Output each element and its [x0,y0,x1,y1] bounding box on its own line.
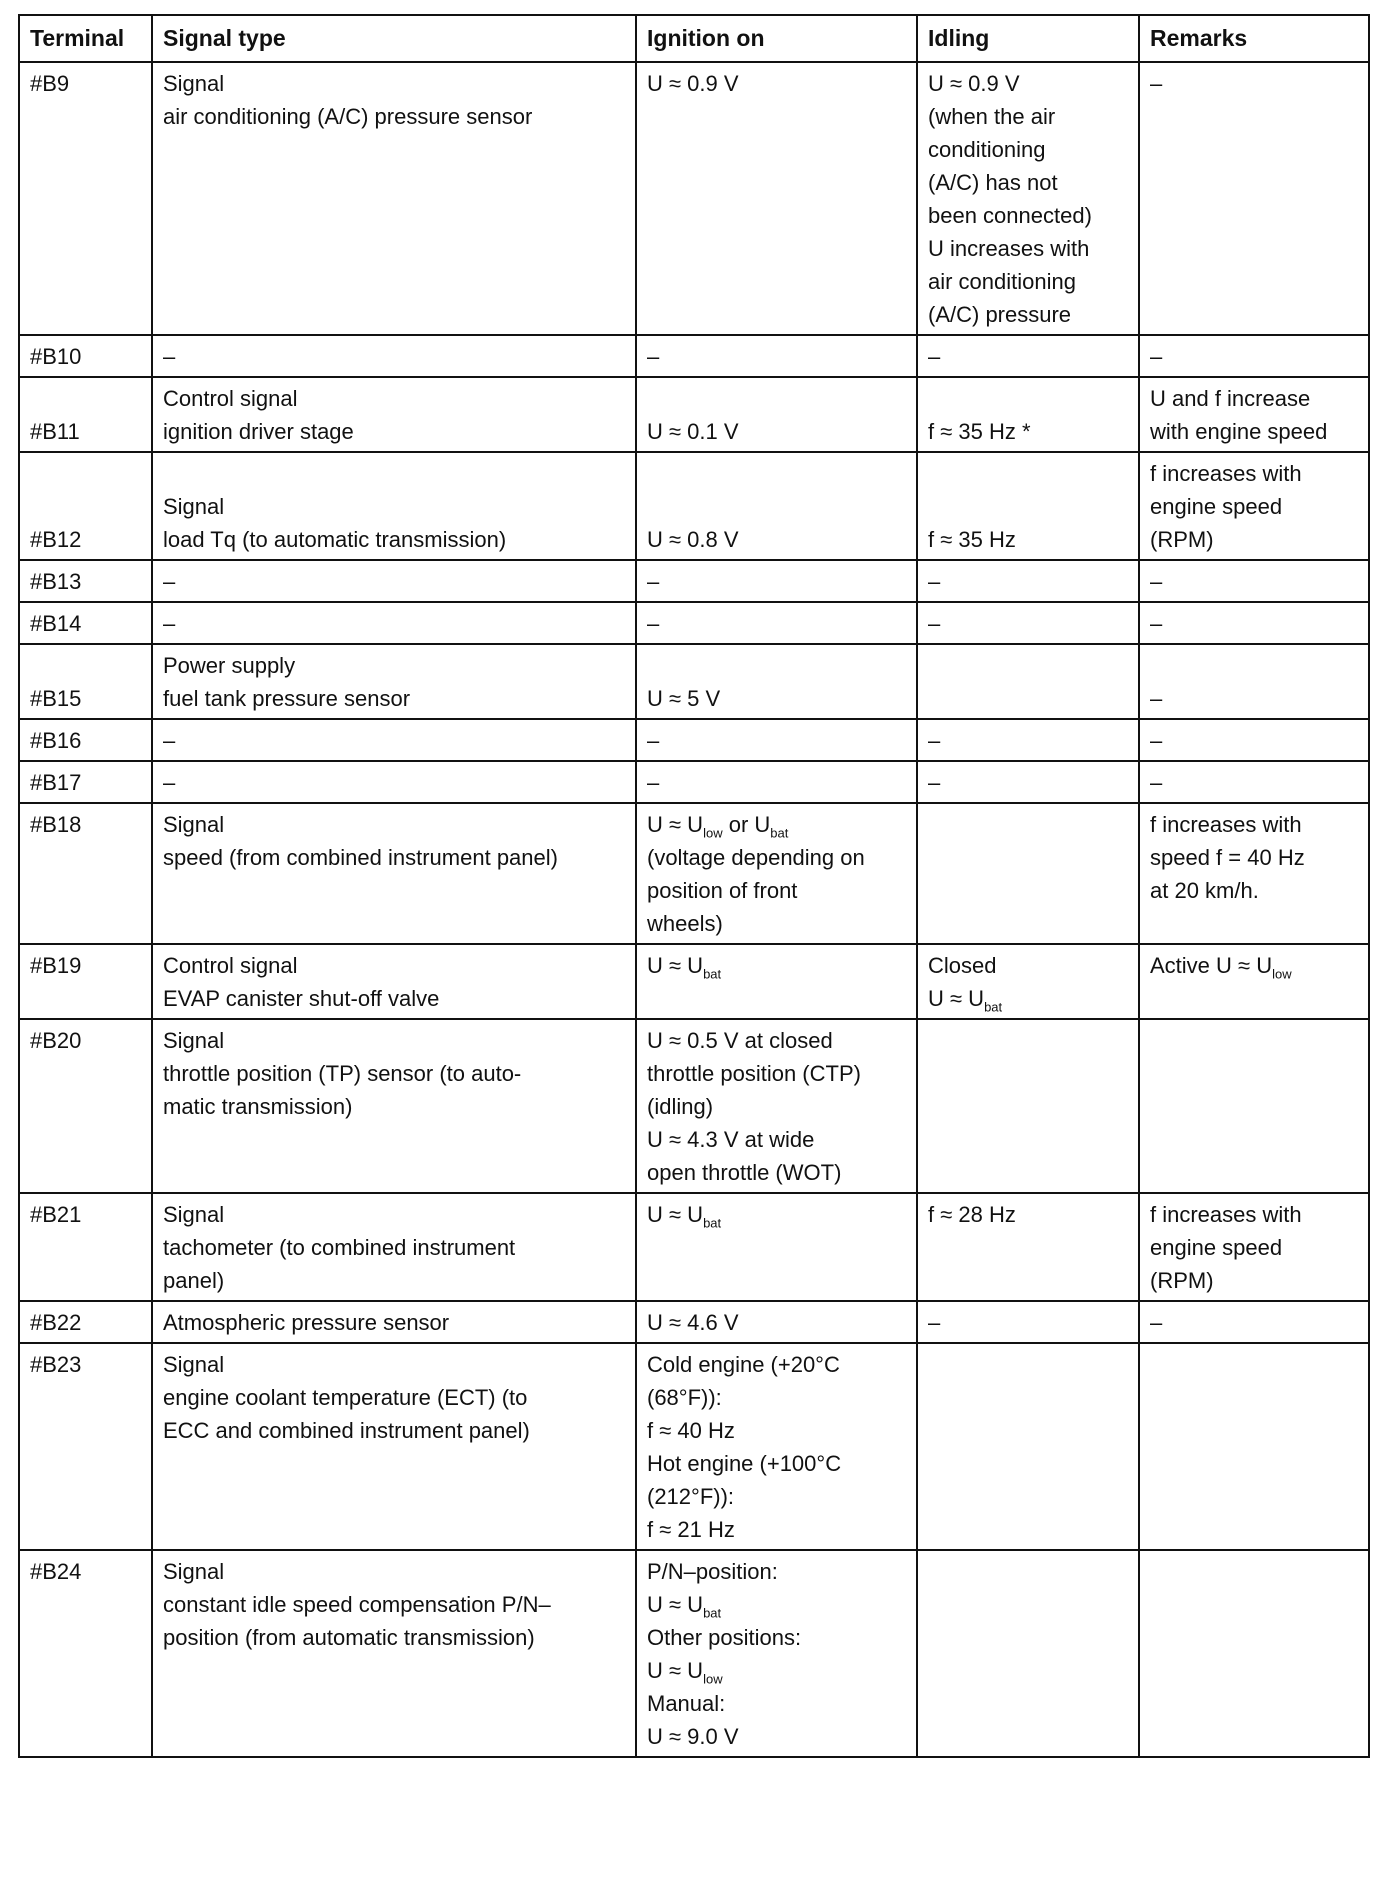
cell-line: air conditioning (A/C) pressure sensor [163,104,533,129]
cell-signal-type [152,1019,636,1193]
cell-idling [917,62,1139,335]
cell-ignition-on [636,719,917,761]
cell-terminal [19,1019,152,1193]
cell-idling [917,560,1139,602]
cell-line: f increases with [1150,812,1302,837]
cell-line: $U \approx U_{low}$ [647,1658,723,1687]
cell-remarks [1139,719,1369,761]
cell-idling [917,452,1139,560]
cell-remarks [1139,1193,1369,1301]
cell-line: throttle position (TP) sensor (to auto- [163,1061,522,1086]
cell-line: speed (from combined instrument panel) [163,845,558,870]
cell-line: engine speed [1150,494,1283,519]
cell-line: position of front [647,878,798,903]
cell-line: matic transmission) [163,1094,353,1119]
cell-remarks [1139,602,1369,644]
table-row [19,1019,1369,1193]
cell-signal-type [152,452,636,560]
cell-ignition-on [636,803,917,944]
cell-remarks [1139,1019,1369,1193]
cell-idling [917,719,1139,761]
cell-line: (RPM) [1150,527,1214,552]
cell-line: #B23 [30,1352,82,1377]
subscript: bat [770,825,789,841]
cell-idling [917,377,1139,452]
cell-line: – [1150,344,1163,369]
cell-idling [917,944,1139,1019]
cell-line: f ≈ 28 Hz [928,1202,1016,1227]
cell-ignition-on [636,560,917,602]
cell-signal-type [152,335,636,377]
terminal-signal-table [18,14,1370,1758]
cell-ignition-on [636,644,917,719]
cell-remarks [1139,377,1369,452]
cell-line: f increases with [1150,1202,1302,1227]
cell-line: – [1150,569,1163,594]
cell-line: – [928,770,941,795]
cell-ignition-on [636,602,917,644]
cell-line: #B12 [30,527,82,552]
cell-line: – [928,344,941,369]
cell-line: f ≈ 35 Hz [928,527,1016,552]
cell-remarks [1139,761,1369,803]
cell-line: – [1150,1310,1163,1335]
cell-line: f ≈ 40 Hz [647,1418,735,1443]
cell-line: #B18 [30,812,82,837]
cell-terminal [19,602,152,644]
cell-line: $U \approx U_{bat}$ [647,1202,722,1231]
cell-line: Signal [163,812,225,837]
table-row [19,335,1369,377]
cell-terminal [19,944,152,1019]
cell-line: #B10 [30,344,82,369]
table-row [19,644,1369,719]
cell-line: U ≈ 0.8 V [647,527,739,552]
cell-ignition-on [636,1343,917,1550]
cell-terminal [19,335,152,377]
cell-idling [917,1019,1139,1193]
table-row [19,377,1369,452]
cell-line: air conditioning [928,269,1076,294]
cell-line: U ≈ 0.9 V [928,71,1020,96]
cell-idling [917,1550,1139,1757]
cell-line: $U \approx U_{bat}$ [647,1592,722,1621]
cell-idling [917,1301,1139,1343]
cell-line: U and f increase [1150,386,1311,411]
cell-terminal [19,1343,152,1550]
cell-line: with engine speed [1150,419,1328,444]
cell-line: panel) [163,1268,225,1293]
cell-line: – [1150,71,1163,96]
cell-line: at 20 km/h. [1150,878,1259,903]
cell-line: – [1150,686,1163,711]
cell-line: #B24 [30,1559,82,1584]
cell-line: – [647,770,660,795]
cell-terminal [19,560,152,602]
cell-idling [917,1343,1139,1550]
cell-line: #B13 [30,569,82,594]
subscript: bat [703,966,722,982]
cell-line: U ≈ 9.0 V [647,1724,739,1749]
subscript: low [703,825,723,841]
cell-signal-type [152,719,636,761]
cell-terminal [19,719,152,761]
cell-line: #B17 [30,770,82,795]
cell-line: U ≈ 0.9 V [647,71,739,96]
table-row [19,452,1369,560]
cell-line: U ≈ 5 V [647,686,721,711]
table-row [19,1550,1369,1757]
cell-line: Signal [163,1202,225,1227]
cell-signal-type [152,644,636,719]
table-row [19,1343,1369,1550]
table-row [19,1193,1369,1301]
cell-line: f increases with [1150,461,1302,486]
table-row [19,944,1369,1019]
cell-ignition-on [636,452,917,560]
cell-line: Signal [163,1352,225,1377]
cell-signal-type [152,1301,636,1343]
header-terminal: Terminal [19,15,152,62]
cell-idling [917,644,1139,719]
cell-terminal [19,1301,152,1343]
cell-line: U ≈ 0.5 V at closed [647,1028,833,1053]
cell-idling [917,761,1139,803]
cell-line: #B9 [30,71,70,96]
cell-line: – [163,770,176,795]
cell-line: engine speed [1150,1235,1283,1260]
cell-idling [917,335,1139,377]
cell-line: Control signal [163,386,298,411]
cell-line: $U \approx U_{low}$ or $U_{bat}$ [647,812,789,841]
subscript: bat [984,999,1003,1015]
cell-remarks [1139,803,1369,944]
cell-line: open throttle (WOT) [647,1160,842,1185]
cell-line: (A/C) pressure [928,302,1072,327]
cell-remarks [1139,560,1369,602]
cell-signal-type [152,377,636,452]
cell-terminal [19,452,152,560]
cell-line: position (from automatic transmission) [163,1625,535,1650]
cell-line: f ≈ 35 Hz * [928,419,1031,444]
cell-line: throttle position (CTP) [647,1061,861,1086]
subscript: low [1272,966,1292,982]
cell-ignition-on [636,1301,917,1343]
cell-line: ECC and combined instrument panel) [163,1418,530,1443]
table-row [19,803,1369,944]
cell-line: U ≈ 4.6 V [647,1310,739,1335]
table-row [19,1301,1369,1343]
cell-line: EVAP canister shut-off valve [163,986,440,1011]
cell-remarks [1139,1301,1369,1343]
cell-remarks [1139,1550,1369,1757]
cell-terminal [19,1550,152,1757]
cell-line: wheels) [647,911,723,936]
cell-terminal [19,761,152,803]
cell-line: Control signal [163,953,298,978]
cell-line: #B14 [30,611,82,636]
cell-line: #B21 [30,1202,82,1227]
header-signal-type: Signal type [152,15,636,62]
header-ignition-on: Ignition on [636,15,917,62]
cell-line: – [163,611,176,636]
cell-ignition-on [636,1550,917,1757]
cell-remarks [1139,452,1369,560]
cell-line: Signal [163,71,225,96]
cell-signal-type [152,602,636,644]
cell-line: (212°F)): [647,1484,735,1509]
table-row [19,761,1369,803]
cell-line: – [928,569,941,594]
cell-line: load Tq (to automatic transmission) [163,527,507,552]
table-row [19,602,1369,644]
cell-line: Hot engine (+100°C [647,1451,842,1476]
cell-line: Cold engine (+20°C [647,1352,840,1377]
cell-line: #B22 [30,1310,82,1335]
cell-line: – [163,569,176,594]
cell-line: – [928,728,941,753]
cell-line: (idling) [647,1094,714,1119]
cell-line: U ≈ 0.1 V [647,419,739,444]
cell-remarks [1139,62,1369,335]
cell-remarks [1139,1343,1369,1550]
cell-line: f ≈ 21 Hz [647,1517,735,1542]
cell-line: $U \approx U_{bat}$ [647,953,722,982]
cell-line: tachometer (to combined instrument [163,1235,516,1260]
cell-line: Atmospheric pressure sensor [163,1310,450,1335]
cell-line: – [647,611,660,636]
cell-signal-type [152,803,636,944]
cell-signal-type [152,1343,636,1550]
table-row [19,560,1369,602]
cell-ignition-on [636,944,917,1019]
cell-ignition-on [636,1019,917,1193]
cell-line: P/N–position: [647,1559,778,1584]
cell-remarks [1139,644,1369,719]
cell-line: – [928,1310,941,1335]
cell-ignition-on [636,377,917,452]
cell-line: #B19 [30,953,82,978]
cell-line: conditioning [928,137,1046,162]
table-row [19,62,1369,335]
cell-line: fuel tank pressure sensor [163,686,411,711]
cell-line: U increases with [928,236,1090,261]
cell-terminal [19,803,152,944]
cell-terminal [19,377,152,452]
table-body [19,62,1369,1757]
cell-signal-type [152,62,636,335]
cell-signal-type [152,1193,636,1301]
table-row [19,719,1369,761]
cell-line: – [647,569,660,594]
cell-signal-type [152,944,636,1019]
cell-line: Signal [163,494,225,519]
cell-line: – [1150,611,1163,636]
cell-line: been connected) [928,203,1092,228]
cell-ignition-on [636,62,917,335]
cell-line: Active $U \approx U_{low}$ [1150,953,1292,982]
cell-line: U ≈ 4.3 V at wide [647,1127,815,1152]
cell-line: #B20 [30,1028,82,1053]
subscript: bat [703,1605,722,1621]
cell-line: constant idle speed compensation P/N– [163,1592,551,1617]
subscript: bat [703,1215,722,1231]
cell-line: (A/C) has not [928,170,1058,195]
cell-line: Signal [163,1028,225,1053]
cell-line: Signal [163,1559,225,1584]
cell-line: – [1150,770,1163,795]
cell-signal-type [152,1550,636,1757]
cell-line: – [163,344,176,369]
cell-line: – [163,728,176,753]
cell-line: (when the air [928,104,1056,129]
cell-line: Power supply [163,653,296,678]
subscript: low [703,1671,723,1687]
cell-remarks [1139,335,1369,377]
cell-line: – [647,728,660,753]
cell-terminal [19,644,152,719]
cell-line: Other positions: [647,1625,802,1650]
cell-line: Manual: [647,1691,726,1716]
cell-terminal [19,62,152,335]
cell-idling [917,602,1139,644]
cell-ignition-on [636,761,917,803]
cell-line: Closed [928,953,997,978]
cell-line: #B16 [30,728,82,753]
cell-line: – [928,611,941,636]
cell-line: speed f = 40 Hz [1150,845,1305,870]
cell-remarks [1139,944,1369,1019]
cell-line: #B15 [30,686,82,711]
cell-line: (voltage depending on [647,845,865,870]
cell-line: (RPM) [1150,1268,1214,1293]
cell-line: #B11 [30,419,80,444]
cell-line: – [647,344,660,369]
cell-terminal [19,1193,152,1301]
cell-line: ignition driver stage [163,419,354,444]
table-header-row [19,15,1369,62]
cell-line: – [1150,728,1163,753]
cell-idling [917,1193,1139,1301]
cell-ignition-on [636,335,917,377]
cell-line: (68°F)): [647,1385,722,1410]
cell-signal-type [152,560,636,602]
cell-line: engine coolant temperature (ECT) (to [163,1385,528,1410]
cell-signal-type [152,761,636,803]
header-idling: Idling [917,15,1139,62]
cell-line: $U \approx U_{bat}$ [928,986,1003,1015]
cell-idling [917,803,1139,944]
header-remarks: Remarks [1139,15,1369,62]
cell-ignition-on [636,1193,917,1301]
